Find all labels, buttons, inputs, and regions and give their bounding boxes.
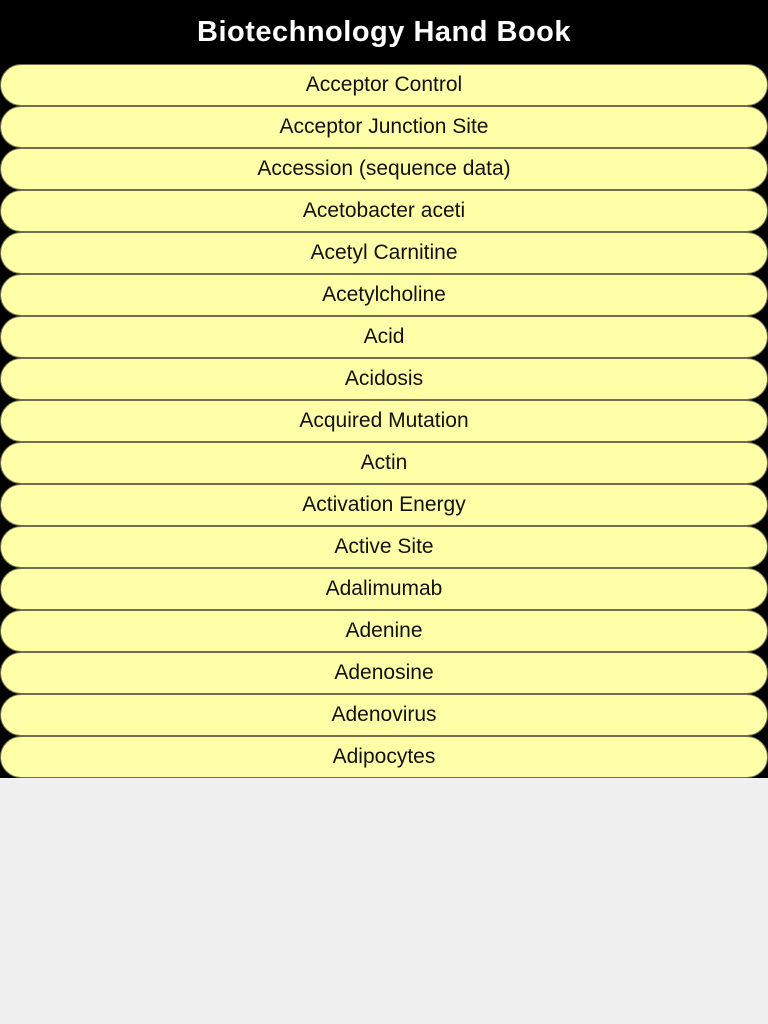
term-label: Acidosis xyxy=(344,367,424,390)
term-label: Acceptor Junction Site xyxy=(279,115,489,138)
term-item[interactable] xyxy=(0,148,768,190)
term-label: Accession (sequence data) xyxy=(257,157,511,180)
term-item[interactable] xyxy=(0,400,768,442)
term-item[interactable] xyxy=(0,442,768,484)
header-bar xyxy=(0,0,768,64)
term-label: Acceptor Control xyxy=(305,73,463,96)
term-label: Acetyl Carnitine xyxy=(310,241,458,264)
term-item[interactable] xyxy=(0,694,768,736)
term-item[interactable] xyxy=(0,274,768,316)
term-item[interactable] xyxy=(0,526,768,568)
term-item[interactable] xyxy=(0,736,768,778)
term-label: Acetylcholine xyxy=(322,283,446,306)
term-item[interactable] xyxy=(0,568,768,610)
app-title: Biotechnology Hand Book xyxy=(197,15,571,48)
term-label: Active Site xyxy=(334,535,434,558)
term-label: Adenovirus xyxy=(331,703,437,726)
term-item[interactable] xyxy=(0,232,768,274)
term-item[interactable] xyxy=(0,316,768,358)
term-label: Activation Energy xyxy=(302,493,466,516)
term-item[interactable] xyxy=(0,484,768,526)
term-label: Adenine xyxy=(345,619,423,642)
term-item[interactable] xyxy=(0,190,768,232)
term-label: Acid xyxy=(363,325,405,348)
term-list xyxy=(0,64,768,778)
term-item[interactable] xyxy=(0,106,768,148)
term-item[interactable] xyxy=(0,64,768,106)
term-item[interactable] xyxy=(0,610,768,652)
term-label: Adenosine xyxy=(334,661,434,684)
term-label: Acetobacter aceti xyxy=(302,199,466,222)
term-label: Acquired Mutation xyxy=(299,409,469,432)
term-label: Adipocytes xyxy=(332,745,436,768)
term-label: Adalimumab xyxy=(325,577,443,600)
term-item[interactable] xyxy=(0,358,768,400)
term-item[interactable] xyxy=(0,652,768,694)
term-label: Actin xyxy=(360,451,408,474)
